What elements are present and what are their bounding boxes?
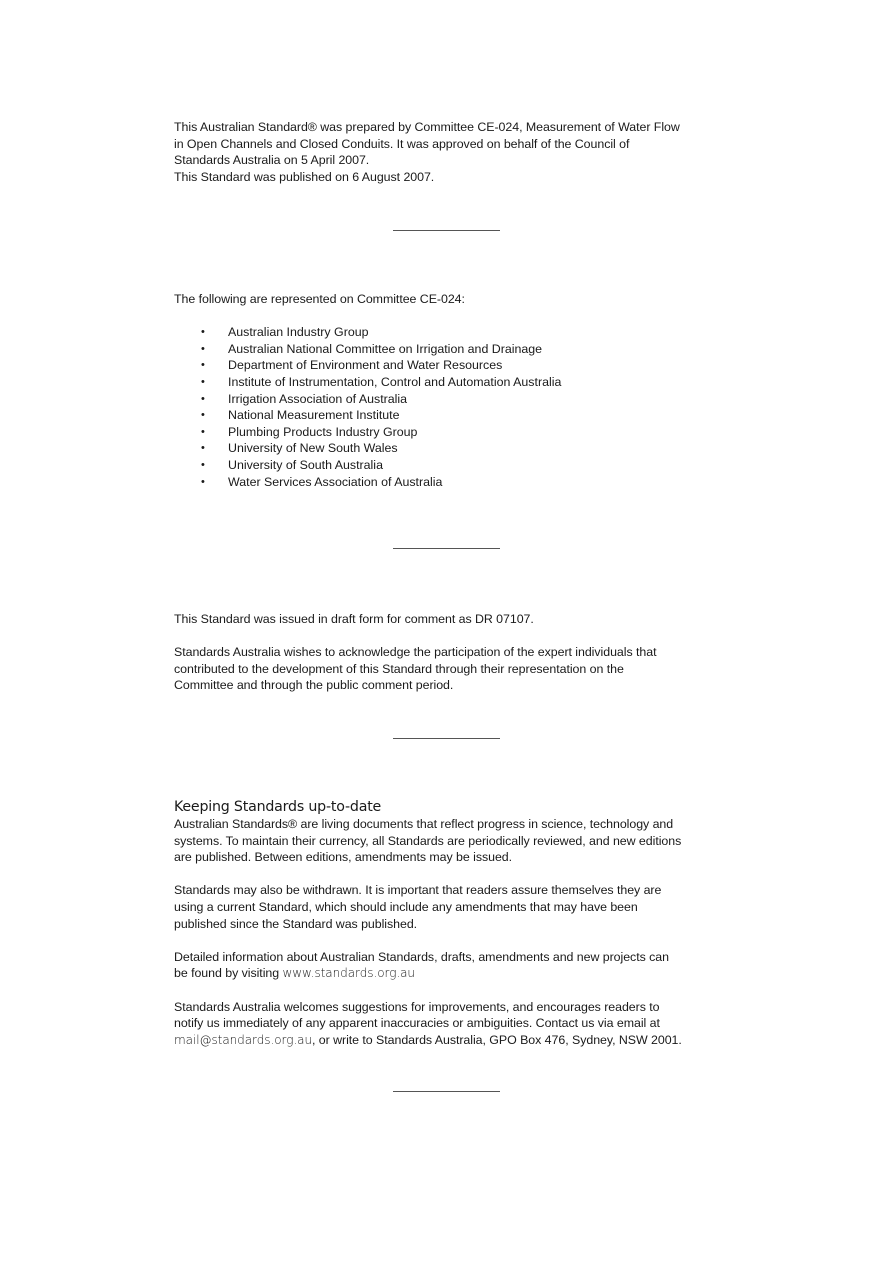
- committee-member-item: [174, 391, 734, 408]
- website-link[interactable]: www.standards.org.au: [282, 966, 415, 981]
- uptodate-p2-line-3: published since the Standard was published.: [174, 916, 418, 931]
- committee-member-name: Australian National Committee on Irrigation and Drainage: [228, 341, 543, 356]
- p3-prefix: be found by visiting: [174, 966, 283, 981]
- committee-member-item: [174, 357, 734, 374]
- uptodate-p2-line-2: using a current Standard, which should include any amendments that may have been: [174, 899, 638, 914]
- section-divider: [393, 230, 500, 231]
- committee-member-name: Plumbing Products Industry Group: [228, 424, 418, 439]
- section-divider: [393, 1091, 500, 1092]
- ack-line-3: Committee and through the public comment period.: [174, 678, 454, 693]
- bullet-icon: •: [201, 342, 205, 355]
- section-divider: [393, 738, 500, 739]
- committee-member-item: [174, 457, 734, 474]
- bullet-icon: •: [201, 359, 205, 372]
- committee-member-item: [174, 374, 734, 391]
- committee-members-list: [174, 324, 734, 490]
- uptodate-p4-line-2: notify us immediately of any apparent inaccuracies or ambiguities. Contact us via email at: [174, 1016, 660, 1031]
- committee-member-name: University of South Australia: [228, 457, 383, 472]
- prep-line-3: Standards Australia on 5 April 2007.: [174, 153, 370, 168]
- p4-suffix: , or write to Standards Australia, GPO Box 476, Sydney, NSW 2001.: [312, 1032, 682, 1047]
- committee-section: [174, 291, 734, 490]
- bullet-icon: •: [201, 425, 205, 438]
- prep-line-4: This Standard was published on 6 August 2007.: [174, 169, 435, 184]
- uptodate-p3-line-2: [174, 965, 734, 982]
- bullet-icon: •: [201, 475, 205, 488]
- uptodate-p1-line-2: systems. To maintain their currency, all Standards are periodically reviewed, and new editions: [174, 833, 682, 848]
- ack-line-1: Standards Australia wishes to acknowledge the participation of the expert individuals that: [174, 645, 657, 660]
- uptodate-p4-line-3: [174, 1032, 734, 1049]
- committee-member-name: Water Services Association of Australia: [228, 474, 443, 489]
- bullet-icon: •: [201, 442, 205, 455]
- uptodate-heading: Keeping Standards up-to-date: [174, 799, 382, 815]
- prep-line-2: in Open Channels and Closed Conduits. It was approved on behalf of the Council of: [174, 136, 630, 151]
- uptodate-section: [174, 799, 734, 1048]
- bullet-icon: •: [201, 458, 205, 471]
- bullet-icon: •: [201, 409, 205, 422]
- committee-member-name: University of New South Wales: [228, 441, 398, 456]
- draft-section: [174, 611, 734, 694]
- committee-member-item: [174, 407, 734, 424]
- uptodate-p1-line-3: are published. Between editions, amendments may be issued.: [174, 850, 513, 865]
- committee-member-name: Irrigation Association of Australia: [228, 391, 408, 406]
- committee-member-name: National Measurement Institute: [228, 408, 400, 423]
- bullet-icon: •: [201, 375, 205, 388]
- uptodate-p2-line-1: Standards may also be withdrawn. It is important that readers assure themselves they are: [174, 883, 662, 898]
- email-link[interactable]: mail@standards.org.au: [174, 1032, 312, 1047]
- committee-member-item: [174, 474, 734, 491]
- committee-member-item: [174, 440, 734, 457]
- uptodate-p4-line-1: Standards Australia welcomes suggestions for improvements, and encourages readers to: [174, 999, 660, 1014]
- committee-member-item: [174, 341, 734, 358]
- bullet-icon: •: [201, 326, 205, 339]
- uptodate-p3-line-1: Detailed information about Australian Standards, drafts, amendments and new projects can: [174, 949, 669, 964]
- prep-line-1: This Australian Standard® was prepared by Committee CE-024, Measurement of Water Flow: [174, 120, 680, 134]
- committee-member-item: [174, 424, 734, 441]
- uptodate-p1-line-1: Australian Standards® are living documents that reflect progress in science, technology and: [174, 817, 674, 831]
- bullet-icon: •: [201, 392, 205, 405]
- committee-member-item: [174, 324, 734, 341]
- draft-issued: This Standard was issued in draft form for comment as DR 07107.: [174, 612, 534, 626]
- committee-member-name: Australian Industry Group: [228, 325, 369, 340]
- committee-member-name: Department of Environment and Water Resources: [228, 358, 503, 373]
- preparation-section: [174, 119, 734, 185]
- section-divider: [393, 548, 500, 549]
- ack-line-2: contributed to the development of this Standard through their representation on the: [174, 661, 624, 676]
- committee-intro: The following are represented on Committee CE-024:: [174, 292, 465, 306]
- committee-member-name: Institute of Instrumentation, Control and Automation Australia: [228, 374, 562, 389]
